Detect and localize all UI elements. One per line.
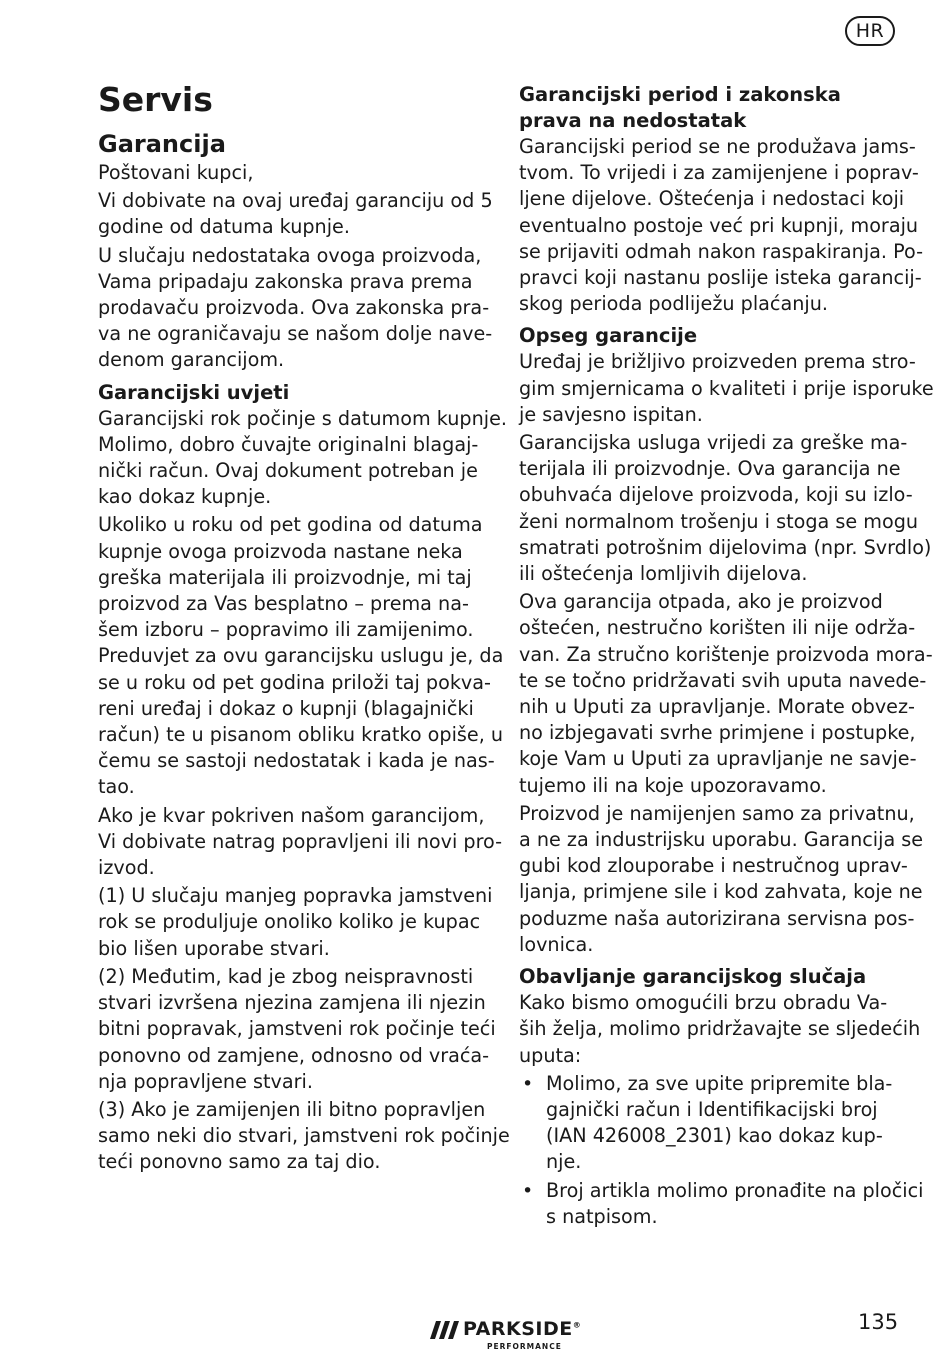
text-line: se prijaviti odmah nakon raspakiranja. Po- (519, 239, 924, 263)
text-line: samo neki dio stvari, jamstveni rok počinje (98, 1124, 510, 1148)
text-line: poduzme naša autorizirana servisna pos- (519, 906, 915, 930)
text-line: (1) U slučaju manjeg popravka jamstveni (98, 884, 493, 908)
list-item (519, 1071, 901, 1176)
text-line: U slučaju nedostataka ovoga proizvoda, (98, 243, 482, 267)
text-line: se u roku od pet godina priloži taj pokva- (98, 670, 491, 694)
page-title: Servis (98, 80, 213, 119)
text-line: (3) Ako je zamijenjen ili bitno popravljen (98, 1097, 486, 1121)
text-line: Ukoliko u roku od pet godina od datuma (98, 513, 483, 537)
right-column (519, 82, 934, 1232)
text-line: (2) Međutim, kad je zbog neispravnosti (98, 964, 474, 988)
logo-wordmark: PARKSIDE® (463, 1318, 582, 1340)
text-line: smatrati potrošnim dijelovima (npr. Svrdlo) (519, 535, 932, 559)
text-line: ili oštećenja lomljivih dijelova. (519, 562, 808, 586)
section-title-garancija: Garancija (98, 130, 226, 158)
text-line: ših želja, molimo pridržavajte se sljedećih (519, 1017, 921, 1041)
claim-text (519, 990, 921, 1069)
text-line: terijala ili proizvodnje. Ova garancija ne (519, 457, 901, 481)
paragraph (98, 406, 507, 511)
text-line: je savjesno ispitan. (519, 402, 703, 426)
text-line: uputa: (519, 1043, 582, 1067)
text-line: nja popravljene stvari. (98, 1069, 313, 1093)
text-line: izvod. (98, 856, 155, 880)
text-line: ljene dijelove. Oštećenja i nedostaci koji (519, 187, 905, 211)
text-line: bio lišen uporabe stvari. (98, 936, 330, 960)
text-line: lovnica. (519, 932, 594, 956)
paragraph (98, 243, 493, 374)
text-line: Vi dobivate na ovaj uređaj garanciju od 5 (98, 189, 493, 213)
heading-garancijski-uvjeti: Garancijski uvjeti (98, 380, 290, 404)
text-line: • Broj artikla molimo pronađite na pločici (546, 1178, 924, 1202)
bullet-list (519, 1071, 924, 1230)
paragraph (98, 188, 493, 240)
text-line: nih u Uputi za upravljanje. Morate obvez- (519, 695, 915, 719)
language-badge (845, 16, 895, 46)
text-line: Kako bismo omogućili brzu obradu Va- (519, 991, 888, 1015)
text-line: gajnički račun i Identifikacijski broj (546, 1097, 878, 1121)
text-line: godine od datuma kupnje. (98, 215, 350, 239)
text-line: Ova garancija otpada, ako je proizvod (519, 590, 883, 614)
period-text (519, 134, 924, 317)
intro-text (98, 160, 493, 374)
text-line: čemu se sastoji nedostatak i kada je nas- (98, 749, 495, 773)
page-number: 135 (858, 1310, 899, 1334)
text-line: nje. (546, 1150, 582, 1174)
text-line: ponovno od zamjene, odnosno od vraća- (98, 1043, 490, 1067)
text-line: Garancijski period se ne produžava jams- (519, 135, 916, 158)
paragraph (98, 964, 496, 1095)
text-line: • Molimo, za sve upite pripremite bla- (546, 1071, 893, 1095)
text-line: tvom. To vrijedi i za zamijenjene i poprav- (519, 161, 919, 185)
heading-opseg-garancije: Opseg garancije (519, 324, 698, 348)
parkside-logo (430, 1318, 580, 1352)
list-item (519, 1178, 924, 1230)
text-line: denom garancijom. (98, 348, 285, 372)
text-line: Garancijska usluga vrijedi za greške ma- (519, 431, 908, 455)
text-line: reni uređaj i dokaz o kupnji (blagajnički (98, 696, 474, 720)
text-line: prodavaču proizvoda. Ova zakonska pra- (98, 296, 490, 320)
text-line: Ako je kvar pokriven našom garancijom, (98, 803, 485, 827)
conditions-text (98, 406, 510, 1176)
paragraph (98, 512, 504, 800)
heading-garancijski-period (519, 82, 901, 134)
text-line: pravci koji nastanu poslije isteka garancij- (519, 266, 922, 290)
text-line: ljanja, primjene sile i kod zahvata, koje ne (519, 880, 923, 904)
heading-obavljanje: Obavljanje garancijskog slučaja (519, 965, 867, 989)
text-line: van. Za stručno korištenje proizvoda mora- (519, 642, 933, 666)
text-line: Poštovani kupci, (98, 161, 254, 184)
paragraph (519, 349, 934, 428)
text-line: stvari izvršena njezina zamjena ili njezin (98, 991, 486, 1015)
heading-line: prava na nedostatak (519, 109, 747, 132)
logo-subtext: PERFORMANCE (487, 1342, 562, 1351)
paragraph (98, 160, 480, 186)
text-line: va ne ograničavaju se našom dolje nave- (98, 322, 493, 346)
text-line: oštećen, nestručno korišten ili nije održa- (519, 616, 916, 640)
text-line: Proizvod je namijenjen samo za privatnu, (519, 801, 915, 825)
text-line: no izbjegavati svrhe primjene i postupke, (519, 721, 916, 745)
text-line: gubi kod zlouporabe i nestručnog uprav- (519, 854, 908, 878)
paragraph (98, 883, 493, 962)
text-line: obuhvaća dijelove proizvoda, koji su izlo- (519, 483, 913, 507)
text-line: gim smjernicama o kvaliteti i prije isporuke (519, 376, 934, 400)
text-line: kupnje ovoga proizvoda nastane neka (98, 539, 463, 563)
paragraph (519, 134, 924, 317)
text-line: tao. (98, 775, 135, 799)
text-line: Garancijski rok počinje s datumom kupnje. (98, 406, 507, 430)
text-line: s natpisom. (546, 1204, 658, 1228)
text-line: (IAN 426008_2301) kao dokaz kup- (546, 1124, 883, 1148)
text-line: Vama pripadaju zakonska prava prema (98, 269, 473, 293)
text-line: kao dokaz kupnje. (98, 485, 272, 509)
paragraph (98, 1097, 510, 1176)
text-line: proizvod za Vas besplatno – prema na- (98, 592, 469, 616)
text-line: skog perioda podliježu plaćanju. (519, 292, 828, 316)
text-line: račun) te u pisanom obliku kratko opiše, u (98, 723, 504, 747)
text-line: a ne za industrijsku uporabu. Garancija se (519, 828, 924, 852)
text-line: teći ponovno samo za taj dio. (98, 1150, 381, 1174)
language-code: HR (855, 20, 885, 42)
text-line: eventualno postoje već pri kupnji, moraju (519, 213, 919, 237)
scope-text (519, 349, 934, 958)
text-line: bitni popravak, jamstveni rok počinje teći (98, 1017, 496, 1041)
text-line: šem izboru – popravimo ili zamijenimo. (98, 618, 474, 642)
heading-line: Garancijski period i zakonska (519, 83, 841, 106)
text-line: koje Vam u Uputi za upravljanje ne savje- (519, 747, 917, 771)
text-line: Uređaj je brižljivo proizveden prema stro- (519, 350, 916, 374)
paragraph (519, 430, 932, 587)
logo-slashes-icon (430, 1321, 460, 1339)
text-line: te se točno pridržavati svih uputa navede- (519, 668, 927, 692)
text-line: rok se produljuje onoliko koliko je kupac (98, 910, 481, 934)
paragraph (98, 803, 503, 882)
paragraph (519, 801, 924, 958)
text-line: Vi dobivate natrag popravljeni ili novi pro- (98, 829, 503, 853)
text-line: Molimo, dobro čuvajte originalni blagaj- (98, 432, 479, 456)
text-line: ženi normalnom trošenju i stoga se mogu (519, 509, 919, 533)
paragraph (519, 589, 933, 799)
text-line: greška materijala ili proizvodnje, mi taj (98, 565, 472, 589)
text-line: Preduvjet za ovu garancijsku uslugu je, da (98, 644, 504, 668)
text-line: tujemo ili na koje upozoravamo. (519, 773, 827, 797)
text-line: nički račun. Ovaj dokument potreban je (98, 459, 478, 483)
left-column (98, 78, 510, 1178)
paragraph (519, 990, 921, 1069)
